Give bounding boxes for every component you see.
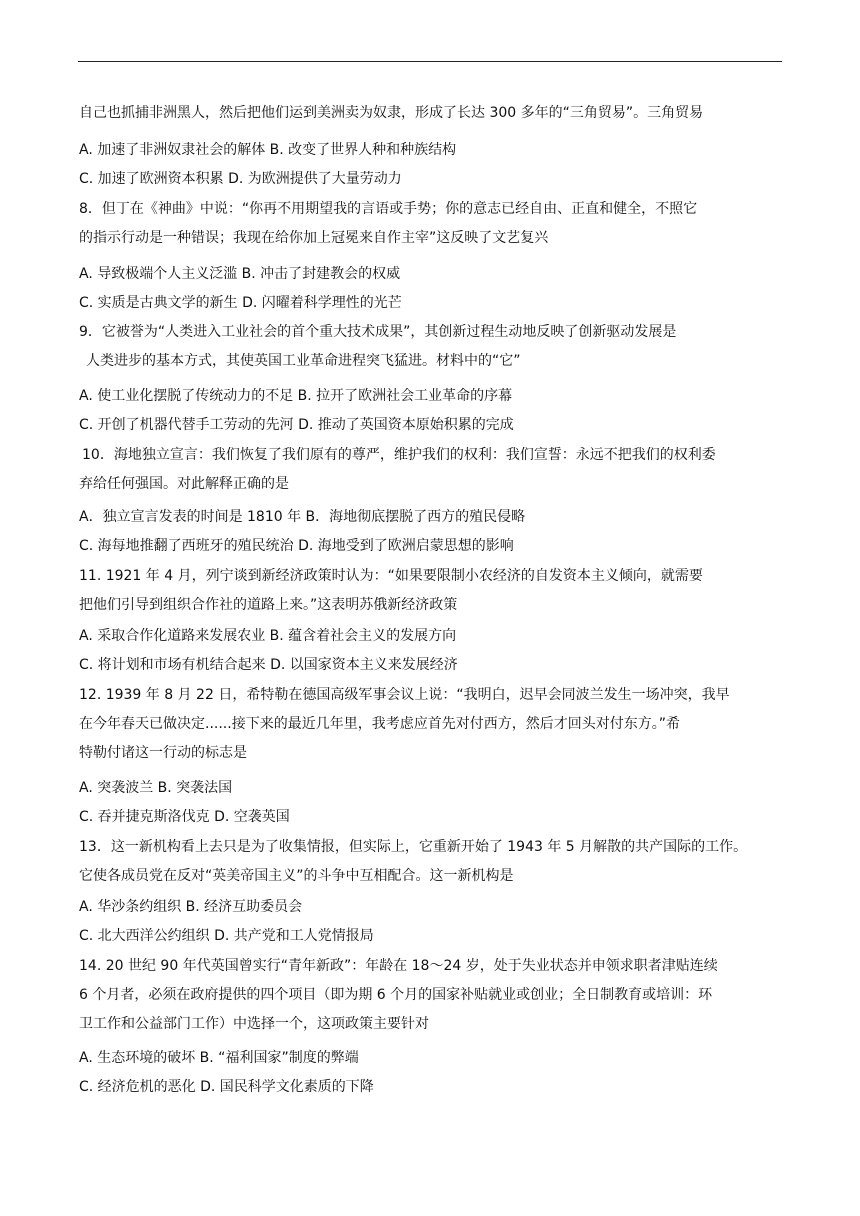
question-12-stem: 12. 1939 年 8 月 22 日，希特勒在德国高级军事会议上说：“我明白，迟早会同波兰发生一场冲突，我早 <box>79 687 730 703</box>
question-13-stem: 13．这一新机构看上去只是为了收集情报，但实际上，它重新开始了 1943 年 5 月解散的共产国际的工作。 <box>79 839 748 855</box>
option-line: C. 北大西洋公约组织 D. 共产党和工人党情报局 <box>79 928 374 944</box>
option-line: C. 开创了机器代替手工劳动的先河 D. 推动了英国资本原始积累的完成 <box>79 417 514 433</box>
question-10-stem: 弃给任何强国。对此解释正确的是 <box>79 476 289 492</box>
option-line: A. 生态环境的破坏 B. “福利国家”制度的弊端 <box>79 1050 359 1066</box>
option-line: A. 突袭波兰 B. 突袭法国 <box>79 780 233 796</box>
question-14-stem: 6 个月者，必须在政府提供的四个项目（即为期 6 个月的国家补贴就业或创业；全日制教育或培训：环 <box>79 987 713 1003</box>
text-line: 自己也抓捕非洲黑人，然后把他们运到美洲卖为奴隶，形成了长达 300 多年的“三角贸易”。三角贸易 <box>79 105 704 121</box>
option-line: C. 经济危机的恶化 D. 国民科学文化素质的下降 <box>79 1079 374 1095</box>
option-line: C. 海每地推翻了西班牙的殖民统治 D. 海地受到了欧洲启蒙思想的影响 <box>79 538 514 554</box>
question-9-stem: 人类进步的基本方式，其使英国工业革命进程突飞猛进。材料中的“它” <box>86 353 521 369</box>
option-line: A. 加速了非洲奴隶社会的解体 B. 改变了世界人种和种族结构 <box>79 142 457 158</box>
question-13-stem: 它使各成员党在反对“英美帝国主义”的斗争中互相配合。这一新机构是 <box>79 868 514 884</box>
question-11-stem: 11. 1921 年 4 月，列宁谈到新经济政策时认为：“如果要限制小农经济的自发资本主义倾向，就需要 <box>79 568 703 584</box>
option-line: C. 实质是古典文学的新生 D. 闪曜着科学理性的光芒 <box>79 295 402 311</box>
question-10-stem: 10．海地独立宣言：我们恢复了我们原有的尊严，维护我们的权利：我们宣誓：永远不把我们的权利委 <box>82 447 716 463</box>
question-8-stem: 的指示行动是一种错误；我现在给你加上冠冕来自作主宰”这反映了文艺复兴 <box>79 230 549 246</box>
option-line: A. 导致极端个人主义泛滥 B. 冲击了封建教会的权威 <box>79 266 401 282</box>
question-14-stem: 卫工作和公益部门工作）中选择一个，这项政策主要针对 <box>79 1016 429 1032</box>
question-12-stem: 特勒付诸这一行动的标志是 <box>79 745 247 761</box>
question-14-stem: 14. 20 世纪 90 年代英国曾实行“青年新政”：年龄在 18～24 岁，处于失业状态并申领求职者津贴连续 <box>79 958 718 974</box>
option-line: A. 使工业化摆脱了传统动力的不足 B. 拉开了欧洲社会工业革命的序幕 <box>79 388 513 404</box>
option-line: C. 吞并捷克斯洛伐克 D. 空袭英国 <box>79 809 290 825</box>
option-line: A. 采取合作化道路来发展农业 B. 蕴含着社会主义的发展方向 <box>79 628 457 644</box>
header-rule <box>78 61 782 62</box>
question-11-stem: 把他们引导到组织合作社的道路上来。”这表明苏俄新经济政策 <box>79 597 458 613</box>
question-9-stem: 9．它被誉为“人类进入工业社会的首个重大技术成果”，其创新过程生动地反映了创新驱动发展是 <box>79 324 677 340</box>
option-line: C. 加速了欧洲资本积累 D. 为欧洲提供了大量劳动力 <box>79 171 402 187</box>
question-12-stem: 在今年春天已做决定......接下来的最近几年里，我考虑应首先对付西方，然后才回头对付东方。”希 <box>79 716 680 732</box>
option-line: C. 将计划和市场有机结合起来 D. 以国家资本主义来发展经济 <box>79 657 458 673</box>
option-line: A. 华沙条约组织 B. 经济互助委员会 <box>79 899 303 915</box>
option-line: A．独立宣言发表的时间是 1810 年 B．海地彻底摆脱了西方的殖民侵略 <box>79 509 526 525</box>
question-8-stem: 8．但丁在《神曲》中说：“你再不用期望我的言语或手势；你的意志已经自由、正直和健全，不照它 <box>79 201 698 217</box>
